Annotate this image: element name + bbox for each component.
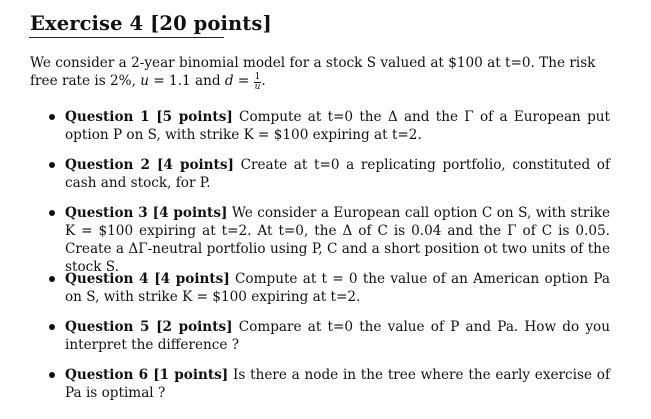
bullet-icon xyxy=(49,114,55,120)
question-3-heading: Question 3 [4 points] xyxy=(65,205,228,221)
question-2-heading: Question 2 [4 points] xyxy=(65,157,234,173)
question-2 xyxy=(65,156,610,192)
intro-end: . xyxy=(261,73,266,89)
intro-text: We consider a 2-year binomial model for a stock S valued at $100 at t=0. The risk free rate is 2%, xyxy=(30,55,596,89)
question-4 xyxy=(65,270,610,306)
question-3 xyxy=(65,204,610,276)
bullet-icon xyxy=(49,324,55,330)
question-1 xyxy=(65,108,610,144)
question-4-text: Compute at t = 0 the value of an American option Pa on S, with strike K = $100 expiring at t=2. xyxy=(65,271,610,305)
fraction-numerator: 1 xyxy=(254,72,261,82)
bullet-icon xyxy=(49,210,55,216)
intro-paragraph xyxy=(30,54,610,92)
title-underline xyxy=(29,37,224,38)
bullet-icon xyxy=(49,162,55,168)
u-value: = 1.1 and xyxy=(149,73,225,89)
bullet-icon xyxy=(49,372,55,378)
question-2-text: Create at t=0 a replicating portfolio, constituted of cash and stock, for P. xyxy=(65,157,611,191)
d-variable: d xyxy=(224,73,234,89)
question-5 xyxy=(65,318,610,354)
u-variable: u xyxy=(140,73,149,89)
question-1-heading: Question 1 [5 points] xyxy=(65,109,233,125)
question-3-text: We consider a European call option C on S, with strike K = $100 expiring at t=2. At t=0, the Δ of C is 0.04 and the Γ of C is 0.05. Create a ΔΓ-neutral portfolio using P, C and a short position ot two units of the stock S. xyxy=(65,205,610,275)
question-1-text: Compute at t=0 the Δ and the Γ of a European put option P on S, with strike K = $100 expiring at t=2. xyxy=(65,109,610,143)
d-equals: = xyxy=(233,73,254,89)
exercise-title: Exercise 4 [20 points] xyxy=(30,12,272,35)
fraction-denominator: u xyxy=(254,82,261,92)
question-4-heading: Question 4 [4 points] xyxy=(65,271,230,287)
question-5-text: Compare at t=0 the value of P and Pa. How do you interpret the difference ? xyxy=(65,319,610,353)
question-6-heading: Question 6 [1 points] xyxy=(65,367,229,383)
bullet-icon xyxy=(49,276,55,282)
question-6-text: Is there a node in the tree where the early exercise of Pa is optimal ? xyxy=(65,367,611,401)
question-6 xyxy=(65,366,610,402)
question-5-heading: Question 5 [2 points] xyxy=(65,319,233,335)
